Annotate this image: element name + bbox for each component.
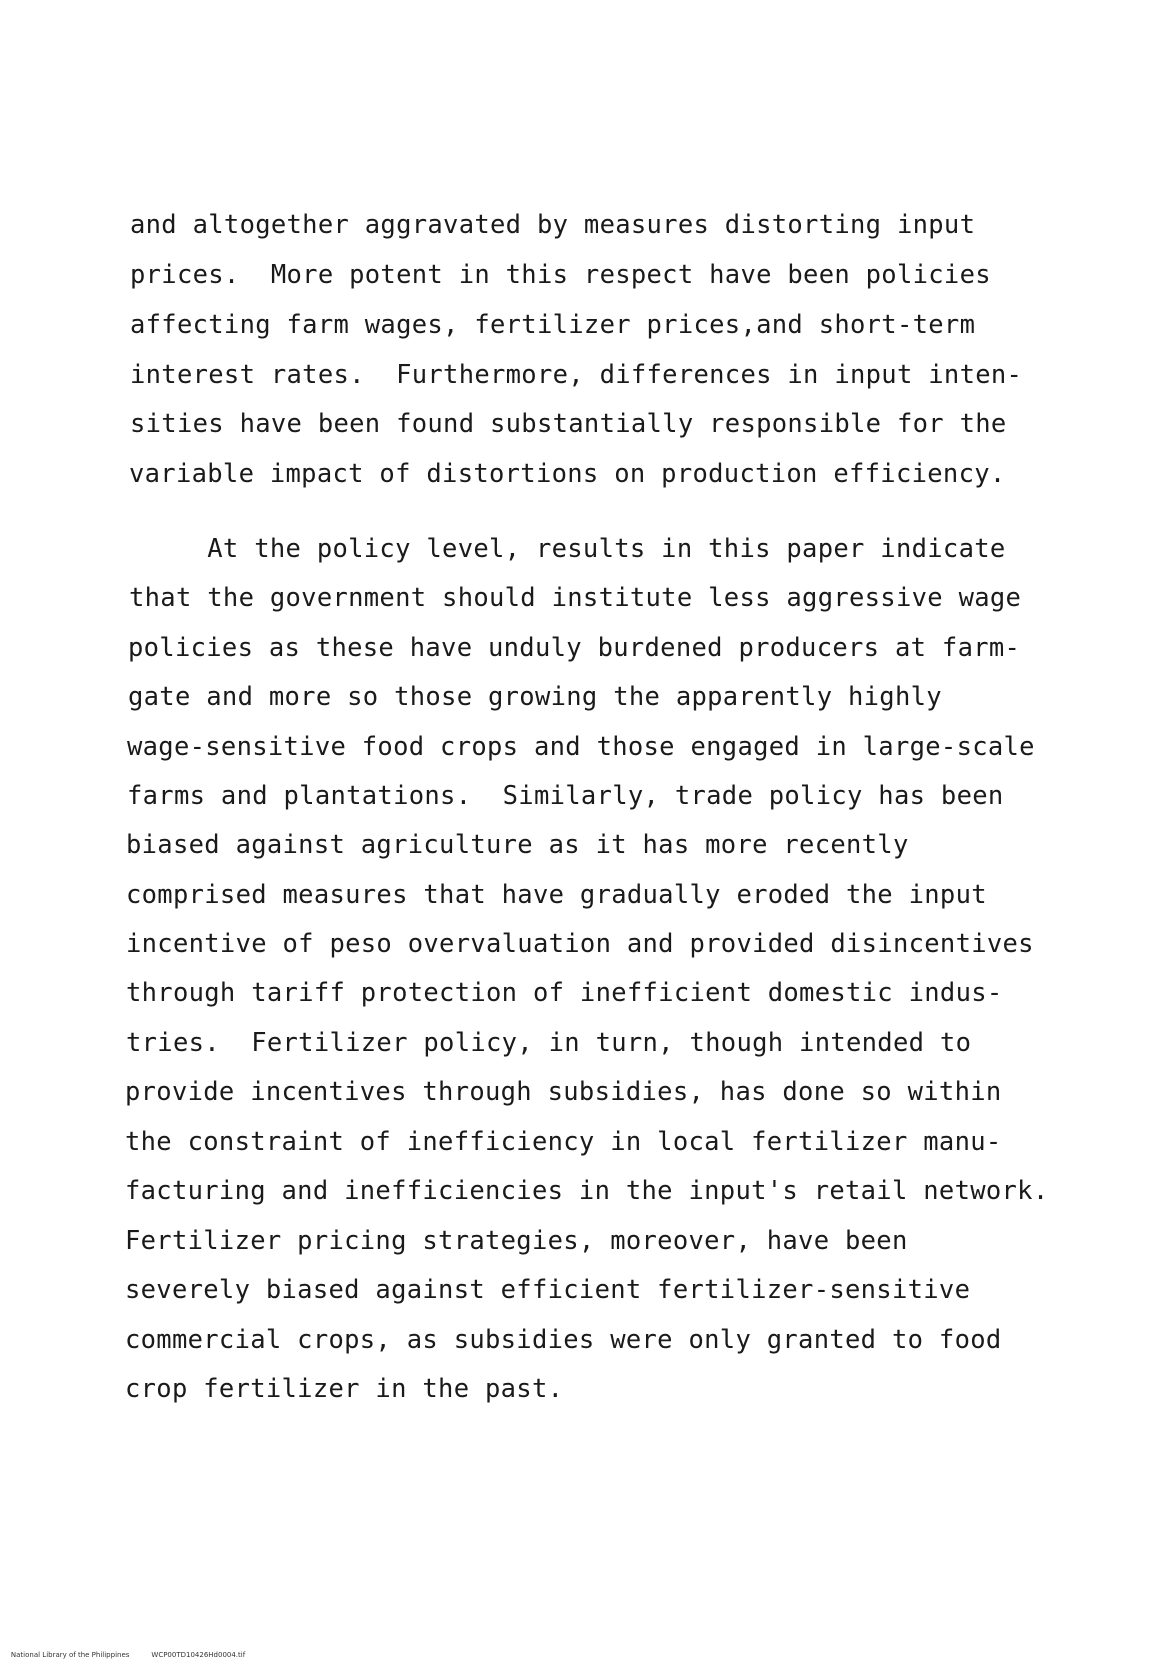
text-line: prices. More potent in this respect have been policies	[130, 260, 991, 290]
text-line: severely biased against efficient fertilizer-sensitive	[125, 1275, 971, 1305]
text-line: facturing and inefficiencies in the input's retail network.	[125, 1176, 1049, 1206]
scan-footer	[2, 1643, 267, 1667]
text-line: wage-sensitive food crops and those engaged in large-scale	[127, 732, 1035, 762]
footer-code: WCP00TD10426Hd0004.tif	[151, 1651, 246, 1659]
text-line: commercial crops, as subsidies were only granted to food	[125, 1325, 1002, 1355]
text-line: variable impact of distortions on production efficiency.	[129, 459, 1006, 489]
text-line: policies as these have unduly burdened producers at farm-	[128, 633, 1021, 663]
text-line: crop fertilizer in the past.	[125, 1374, 564, 1404]
text-line: provide incentives through subsidies, has done so within	[125, 1077, 1002, 1107]
text-line: biased against agriculture as it has more recently	[126, 830, 909, 860]
text-line: the constraint of inefficiency in local fertilizer manu-	[125, 1127, 1002, 1157]
text-line: At the policy level, results in this paper indicate	[129, 534, 1006, 564]
text-line: that the government should institute less aggressive wage	[129, 583, 1022, 613]
text-line: Fertilizer pricing strategies, moreover, have been	[125, 1226, 908, 1256]
footer-library: National Library of the Philippines	[10, 1651, 130, 1659]
text-line: affecting farm wages, fertilizer prices,and short-term	[130, 310, 976, 340]
text-line: farms and plantations. Similarly, trade policy has been	[127, 781, 1004, 811]
text-line: comprised measures that have gradually eroded the input	[126, 880, 987, 910]
text-line: sities have been found substantially responsible for the	[130, 409, 1007, 439]
text-line: interest rates. Furthermore, differences in input inten-	[130, 360, 1023, 390]
text-line: and altogether aggravated by measures distorting input	[130, 210, 976, 240]
text-line: gate and more so those growing the apparently highly	[128, 682, 942, 712]
text-line: through tariff protection of inefficient domestic indus-	[126, 978, 1003, 1008]
text-line: incentive of peso overvaluation and provided disincentives	[126, 929, 1034, 959]
text-line: tries. Fertilizer policy, in turn, though intended to	[126, 1028, 972, 1058]
